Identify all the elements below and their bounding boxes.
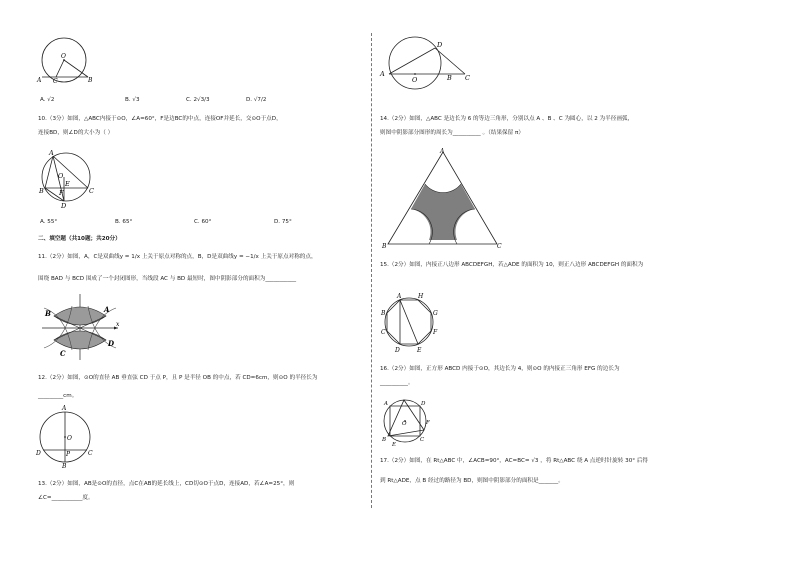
f10-label: E <box>65 180 70 188</box>
f10-label: A <box>49 149 54 157</box>
f9-label: O <box>61 53 66 60</box>
f13-label: C <box>465 74 470 82</box>
f12-label: C <box>88 450 93 457</box>
q10-option-d: D. 75° <box>274 219 292 225</box>
f12-label: P <box>66 451 71 458</box>
q12-stem-line2: _________cm。 <box>38 393 78 399</box>
f12-label: O <box>67 435 72 442</box>
column-separator <box>371 33 372 508</box>
q13-stem-line2: ∠C=___________度。 <box>38 495 94 501</box>
f10-label: O <box>58 172 64 180</box>
f12-label: A <box>62 405 67 412</box>
q17-stem-line1: 17.（2分）如图，在 Rt△ABC 中，∠ACB=90°，AC=BC= √3 ，将 Rt△ABC 绕 A 点逆时针旋转 30° 后得 <box>380 458 649 464</box>
section-heading: 二、填空题（共10题；共20分） <box>38 236 121 242</box>
f16-label: A <box>384 401 388 407</box>
f10-label: D <box>61 202 67 209</box>
q12-figure <box>34 402 100 468</box>
q9-option-b: B. √3 <box>125 97 140 103</box>
q16-stem-line1: 16.（2分）如图，正方形 ABCD 内接于⊙O，其边长为 4，则⊙O 的内接正三角形 EFG 的边长为 <box>380 366 620 372</box>
f15-label: G <box>433 310 438 317</box>
f15-label: B <box>381 310 386 317</box>
q9-figure <box>34 36 98 86</box>
q13-figure <box>377 36 473 92</box>
q10-option-b: B. 65° <box>115 219 133 225</box>
f15-label: E <box>417 347 422 354</box>
q14-stem-line2: 则图中阴影部分图形的周长为__________ 。（结果保留 π） <box>380 130 524 136</box>
f14-label: A <box>440 148 445 155</box>
f9-label: C <box>53 78 58 85</box>
f11-label: D <box>108 339 115 348</box>
q11-stem-line1: 11.（2分）如图，A，C是双曲线y = 1/x 上关于原点对称的点，B，D是双曲线y = −1/x 上关于原点对称的点， <box>38 254 317 260</box>
q16-figure <box>378 396 438 448</box>
f14-label: B <box>382 243 387 250</box>
q12-stem-line1: 12.（2分）如图，⊙O的直径 AB 垂直弦 CD 于点 P，且 P 是半径 OB 的中点，若 CD=6cm，则⊙O 的半径长为 <box>38 375 318 381</box>
f12-label: B <box>62 463 67 468</box>
f16-label: O <box>402 421 407 427</box>
q9-option-a: A. √2 <box>40 97 55 103</box>
f15-label: D <box>395 347 400 354</box>
q11-figure <box>40 290 122 362</box>
q13-stem-line1: 13.（2分）如图，AB是⊙O的直径，点C在AB的延长线上，CD切⊙O于点D，连接AD，若∠A=25°，则 <box>38 481 295 487</box>
f11-label: B <box>45 309 51 318</box>
f15-label: F <box>433 329 438 336</box>
q9-option-d: D. √7/2 <box>246 97 267 103</box>
q9-option-c: C. 2√3/3 <box>186 97 210 103</box>
f16-label: B <box>382 437 387 443</box>
f11-label: C <box>60 349 66 358</box>
q15-figure <box>378 288 440 358</box>
f16-label: E <box>392 442 397 448</box>
q11-stem-line2: 围绕 BAD 与 BCD 围成了一个封闭图形，当线段 AC 与 BD 最短时，图中阴影部分的面积为___________ <box>38 276 297 282</box>
q17-stem-line2: 到 Rt△ADE，点 B 经过的路径为 BD，则图中阴影部分的面积是_______。 <box>380 478 564 484</box>
q10-stem-line1: 10.（3分）如图，△ABC内接于⊙O，∠A=60°，F是边BC的中点，连接OF并延长，交⊙O于点D， <box>38 116 282 122</box>
f13-label: B <box>447 74 452 82</box>
q10-figure <box>36 143 96 209</box>
f13-label: A <box>380 70 385 78</box>
f16-label: F <box>426 420 430 426</box>
f13-label: D <box>437 41 443 49</box>
f16-label: C <box>420 437 425 443</box>
q16-stem-line2: __________。 <box>380 380 414 386</box>
q10-option-a: A. 55° <box>40 219 58 225</box>
f9-label: B <box>88 77 93 84</box>
f15-label: H <box>418 293 424 300</box>
q10-option-c: C. 60° <box>194 219 212 225</box>
f13-label: O <box>412 76 418 84</box>
f11-label: x <box>116 321 120 328</box>
f10-label: F <box>59 189 64 197</box>
q10-stem-line2: 连接BD，则∠D的大小为（ ） <box>38 130 114 136</box>
q15-stem: 15.（2分）如图，内接正八边形 ABCDEFGH，若△ADE 的面积为 10，则正八边形 ABCDEFGH 的面积为 <box>380 262 644 268</box>
f12-label: D <box>36 450 41 457</box>
q14-stem-line1: 14.（2分）如图，△ABC 是边长为 6 的等边三角形，分别以点 A 、B 、C 为圆心，以 2 为半径画弧， <box>380 116 634 122</box>
f9-label: A <box>37 77 42 84</box>
f10-label: C <box>89 187 94 195</box>
f10-label: B <box>39 187 44 195</box>
f15-label: A <box>397 293 402 300</box>
f11-label: A <box>104 305 110 314</box>
f15-label: C <box>381 329 386 336</box>
q14-figure <box>381 148 503 250</box>
f14-label: C <box>497 243 502 250</box>
f16-label: D <box>421 401 426 407</box>
